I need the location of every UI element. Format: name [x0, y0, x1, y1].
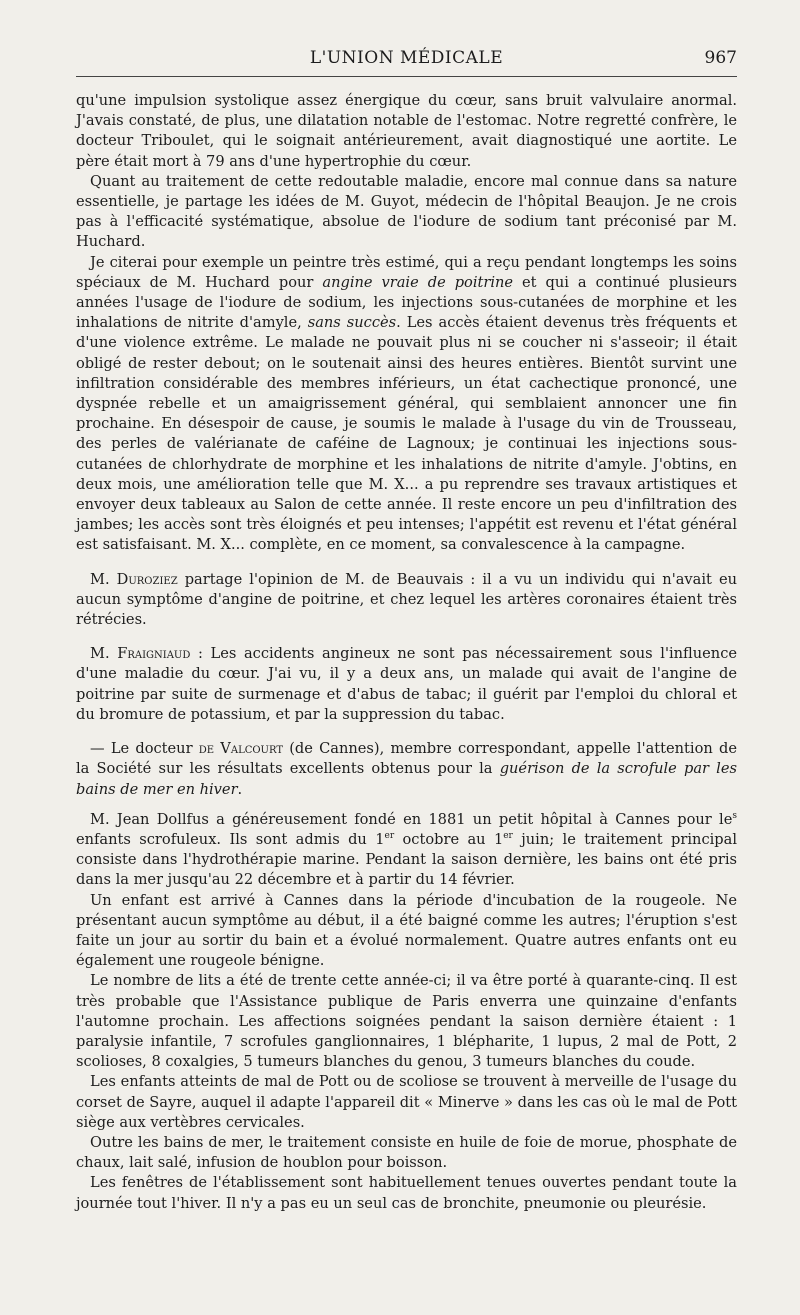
text-run: juin; le traitement principal consiste dans l'hydrothérapie marine. Pendant la saison dernière, les bains ont été pris dans la mer jusqu'au 22 décembre et à partir du 14 février.	[76, 830, 737, 889]
paragraph: Quant au traitement de cette redoutable maladie, encore mal connue dans sa nature essentielle, je partage les idées de M. Guyot, médecin de l'hôpital Beaujon. Je ne crois pas à l'efficacité systématique, absolue de l'iodure de sodium tant préconisé par M. Huchard.	[76, 172, 737, 251]
italic-term: angine vraie de poitrine	[322, 273, 514, 291]
page-number: 967	[704, 48, 737, 68]
text-run: et qui a continué plusieurs années l'usage de l'iodure de sodium, les injections sous-cutanées de morphine et les inhalations de nitrite d'amyle,	[76, 273, 737, 332]
paragraph: Un enfant est arrivé à Cannes dans la période d'incubation de la rougeole. Ne présentant aucun symptôme au début, il a été baigné comme les autres; l'éruption s'est faite un jour au sortir du bain et a évolué normalement. Quatre autres enfants ont eu également une rougeole bénigne.	[76, 891, 737, 970]
paragraph	[76, 253, 737, 556]
paragraph	[76, 644, 737, 725]
text-run: octobre au 1	[394, 830, 504, 848]
paragraph: qu'une impulsion systolique assez énergique du cœur, sans bruit valvulaire anormal. J'avais constaté, de plus, une dilatation notable de l'estomac. Notre regretté confrère, le docteur Triboulet, qui le soignait antérieurement, avait diagnostiqué une aortite. Le père était mort à 79 ans d'une hypertrophie du cœur.	[76, 92, 737, 170]
text-run: .	[237, 780, 243, 798]
text-run: enfants scrofuleux. Ils sont admis du 1	[76, 830, 385, 848]
paragraph: Le nombre de lits a été de trente cette année-ci; il va être porté à quarante-cinq. Il est très probable que l'Assistance publique de Paris enverra une quinzaine d'enfants l'automne prochain. Les affections soignées pendant la saison dernière étaient : 1 paralysie infantile, 7 scrofules ganglionnaires, 1 blépharite, 1 lupus, 2 mal de Pott, 2 scolioses, 8 coxalgies, 5 tumeurs blanches du genou, 3 tumeurs blanches du coude.	[76, 972, 737, 1071]
superscript: er	[503, 831, 513, 842]
article-body	[76, 91, 737, 1214]
running-title: L'UNION MÉDICALE	[309, 48, 504, 68]
italic-term: guérison de la scrofule par les bains de mer en hiver	[76, 760, 737, 798]
paragraph: Les enfants atteints de mal de Pott ou de scoliose se trouvent à merveille de l'usage du corset de Sayre, auquel il adapte l'appareil dit « Minerve » dans les cas où le mal de Pott siège aux vertèbres cervicales.	[76, 1073, 737, 1131]
italic-term: sans succès	[307, 314, 397, 332]
text-run: : Les accidents angineux ne sont pas nécessairement sous l'influence d'une maladie du cœur. J'ai vu, il y a deux ans, un malade qui avait de l'angine de poitrine par suite de surmenage et d'abus de tabac; il guérit par l'emploi du chloral et du bromure de potassium, et par la suppression du tabac.	[76, 645, 738, 723]
superscript: er	[384, 831, 395, 842]
text-run: — Le docteur	[90, 740, 199, 758]
speaker-name: de Valcourt	[198, 740, 284, 758]
text-run: Je citerai pour exemple un peintre très estimé, qui a reçu pendant longtemps les soins spéciaux de M. Huchard pour	[76, 253, 737, 291]
text-run: M. Jean Dollfus a généreusement fondé en 1881 un petit hôpital à Cannes pour le	[90, 810, 733, 828]
superscript: s	[732, 810, 737, 821]
text-run: partage l'opinion de M. de Beauvais : il a vu un individu qui n'avait eu aucun symptôme d'angine de poitrine, et chez lequel les artères coronaires étaient très rétrécies.	[76, 570, 737, 629]
running-header	[76, 42, 737, 77]
speaker-name: M. Duroziez	[90, 570, 178, 588]
speaker-name: M. Fraigniaud	[90, 645, 191, 663]
paragraph: Les fenêtres de l'établissement sont habituellement tenues ouvertes pendant toute la journée tout l'hiver. Il n'y a pas eu un seul cas de bronchite, pneumonie ou pleurésie.	[76, 1174, 737, 1212]
paragraph	[76, 570, 737, 631]
paragraph: Outre les bains de mer, le traitement consiste en huile de foie de morue, phosphate de chaux, lait salé, infusion de houblon pour boisson.	[76, 1133, 737, 1172]
paragraph	[76, 810, 737, 891]
text-run: . Les accès étaient devenus très fréquents et d'une violence extrême. Le malade ne pouvait plus ni se coucher ni s'asseoir; il était obligé de rester debout; on le soutenait ainsi des heures entières. Bientôt survint une infiltration considérable des membres inférieurs, un état cachectique prononcé, une dyspnée rebelle et un amaigrissement général, qui semblaient annoncer une fin prochaine. En désespoir de cause, je soumis le malade à l'usage du vin de Trousseau, des perles de valérianate de caféine de Lagnoux; je continuai les injections sous-cutanées de chlorhydrate de morphine et les inhalations de nitrite d'amyle. J'obtins, en deux mois, une amélioration telle que M. X... a pu reprendre ses travaux artistiques et envoyer deux tableaux au Salon de cette année. Il reste encore un peu d'infiltration des jambes; les accès sont très éloignés et peu intenses; l'appétit est revenu et l'état général est satisfaisant. M. X... complète, en ce moment, sa convalescence à la campagne.	[76, 314, 737, 554]
text-run: (de Cannes), membre correspondant, appelle l'attention de la Société sur les résultats excellents obtenus pour la	[76, 740, 737, 778]
paragraph	[76, 739, 737, 800]
